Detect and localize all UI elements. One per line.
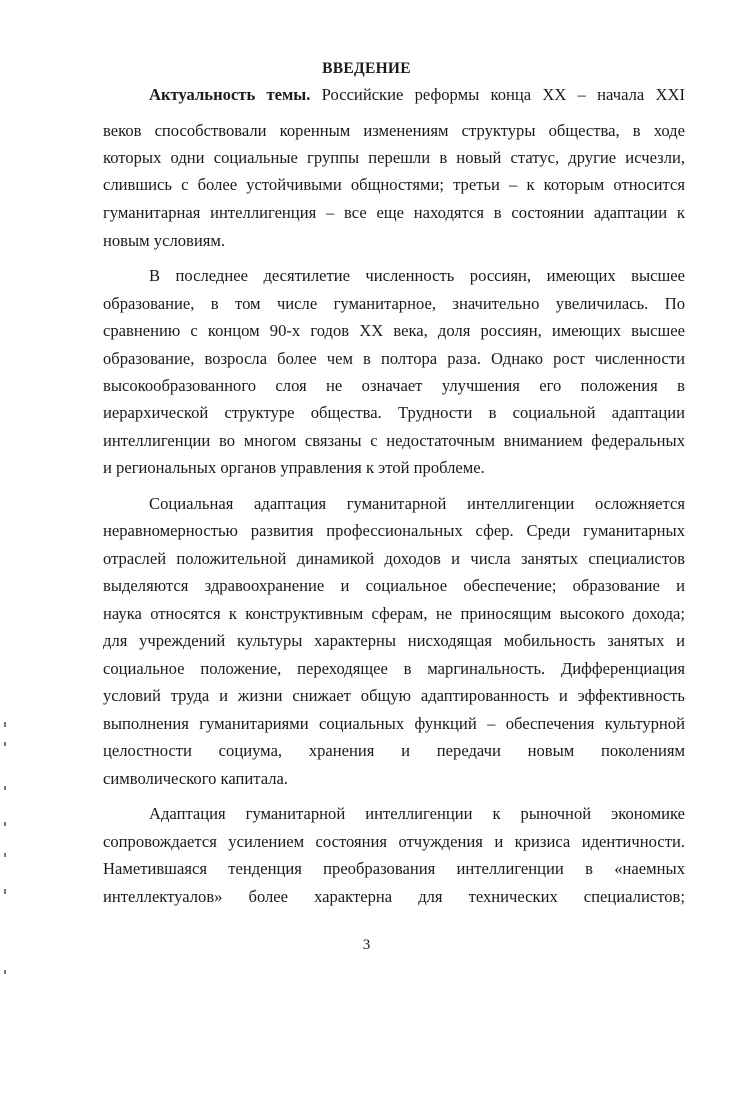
text-line: гуманитарная интеллигенция – все еще находятся в состоянии адаптации к [103, 203, 685, 222]
text-line: образование, возросла более чем в полтора раза. Однако рост численности [103, 349, 685, 368]
text-line: выполнения гуманитариями социальных функций – обеспечения культурной [103, 714, 685, 733]
scan-mark [4, 822, 6, 826]
text-line: высокообразованного слоя не означает улучшения его положения в [103, 376, 685, 395]
text-line: символического капитала. [103, 769, 289, 788]
text-line: интеллектуалов» более характерна для технических специалистов; [103, 887, 685, 906]
scan-mark [4, 853, 6, 857]
section-lead: Актуальность темы. [149, 85, 311, 104]
text-line: образование, в том числе гуманитарное, значительно увеличилась. По [103, 294, 685, 313]
text-line: Социальная адаптация гуманитарной интеллигенции осложняется [149, 494, 685, 513]
scan-mark [4, 889, 6, 894]
text-line: целостности социума, хранения и передачи новым поколениям [103, 741, 685, 760]
text-line: для учреждений культуры характерны нисходящая мобильность занятых и [103, 631, 685, 650]
text-line: интеллигенции во многом связаны с недостаточным вниманием федеральных [103, 431, 685, 450]
text-line: и региональных органов управления к этой проблеме. [103, 458, 485, 477]
page-title: ВВЕДЕНИЕ [322, 60, 411, 77]
scan-mark [4, 786, 6, 790]
text-line: В последнее десятилетие численность россиян, имеющих высшее [149, 266, 685, 285]
text-line: сравнению с концом 90-х годов XX века, доля россиян, имеющих высшее [103, 321, 685, 340]
text-line: Наметившаяся тенденция преобразования интеллигенции в «наемных [103, 859, 685, 878]
text-line: отраслей положительной динамикой доходов и числа занятых специалистов [103, 549, 685, 568]
scan-mark [4, 722, 6, 727]
text-line: иерархической структуре общества. Трудности в социальной адаптации [103, 403, 685, 422]
scan-mark [4, 742, 6, 746]
text-line: социальное положение, переходящее в маргинальность. Дифференциация [103, 659, 685, 678]
scan-mark [4, 970, 6, 974]
text-line: новым условиям. [103, 231, 226, 250]
text-line: слившись с более устойчивыми общностями; третьи – к которым относится [103, 175, 685, 194]
text-line: Актуальность темы. Российские реформы конца XX – начала XXI [149, 85, 685, 104]
text-line: веков способствовали коренным изменениям структуры общества, в ходе [103, 121, 685, 140]
text-line: условий труда и жизни снижает общую адаптированность и эффективность [103, 686, 685, 705]
text-line: выделяются здравоохранение и социальное обеспечение; образование и [103, 576, 685, 595]
page-number: 3 [362, 937, 371, 953]
text-line: сопровождается усилением состояния отчуждения и кризиса идентичности. [103, 832, 685, 851]
text-line: неравномерностью развития профессиональных сфер. Среди гуманитарных [103, 521, 685, 540]
text-line: которых одни социальные группы перешли в новый статус, другие исчезли, [103, 148, 685, 167]
text-line: наука относятся к конструктивным сферам, не приносящим высокого дохода; [103, 604, 685, 623]
text-line: Адаптация гуманитарной интеллигенции к рыночной экономике [149, 804, 685, 823]
